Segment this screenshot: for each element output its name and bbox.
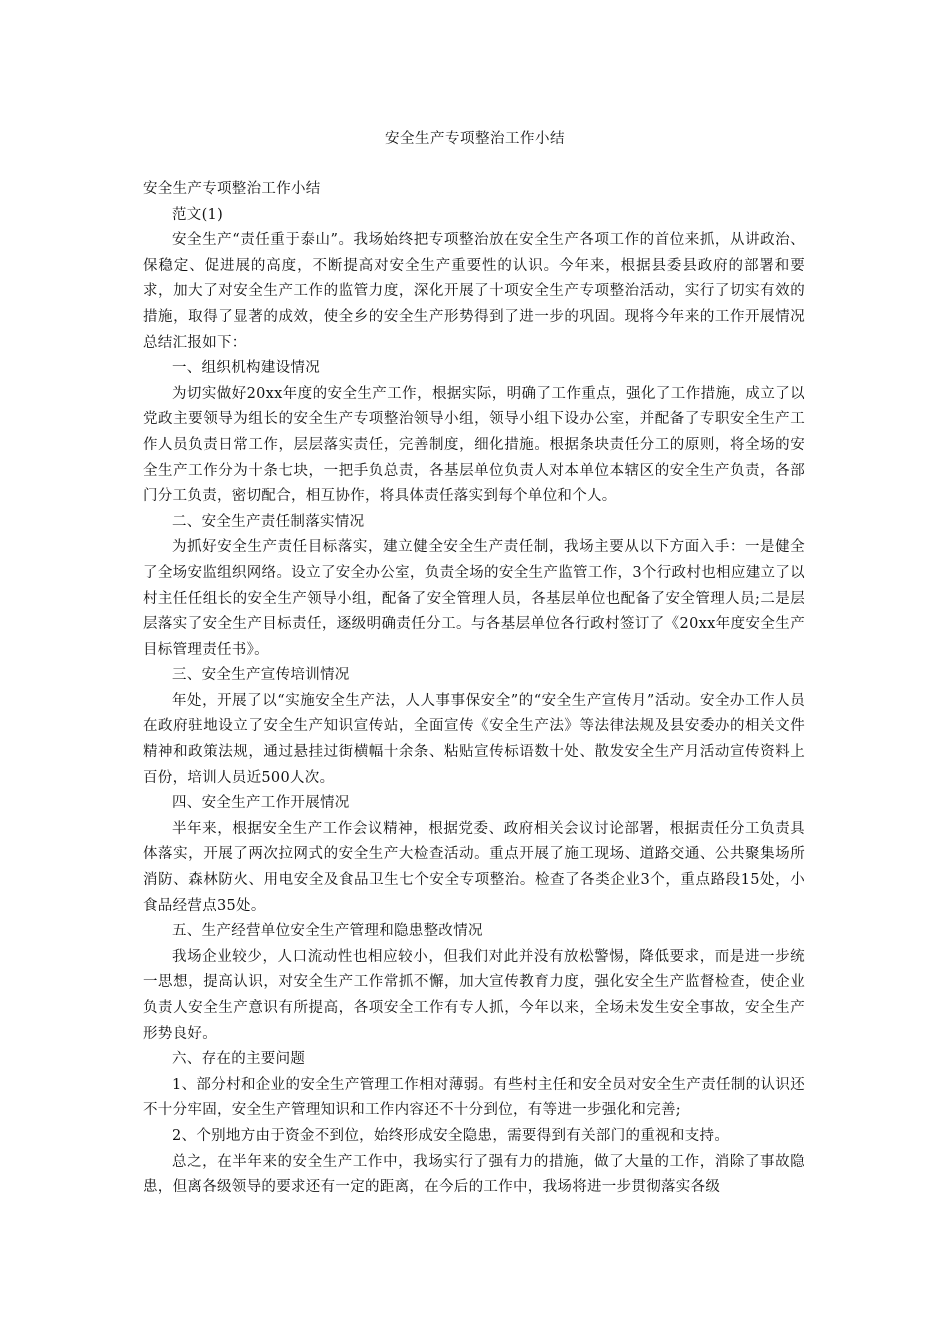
section-heading-publicity: 三、安全生产宣传培训情况	[172, 667, 350, 684]
publicity-paragraph: 年处，开展了以“实施安全生产法，人人事事保安全”的“安全生产宣传月”活动。安全办工作人员在政府驻地设立了安全生产知识宣传站，全面宣传《安全生产法》等法律法规及县安委办的相关文件精神和政策法规，通过悬挂过街横幅十余条、粘贴宣传标语数十处、散发安全生产月活动宣传资料上百份，培训人员近500人次。	[143, 692, 805, 786]
responsibility-paragraph: 为抓好安全生产责任目标落实，建立健全安全生产责任制，我场主要从以下方面入手：一是健全了全场安监组织网络。设立了安全办公室，负责全场的安全生产监管工作，3个行政村也相应建立了以村主任任组长的安全生产领导小组，配备了安全管理人员，各基层单位也配备了安全管理人员;二是层层落实了安全生产目标责任，逐级明确责任分工。与各基层单位各行政村签订了《20xx年度安全生产目标管理责任书》。	[143, 539, 805, 658]
section-heading-work: 四、安全生产工作开展情况	[172, 795, 350, 812]
section-heading-responsibility: 二、安全生产责任制落实情况	[172, 513, 365, 530]
section-heading-problems: 六、存在的主要问题	[172, 1051, 306, 1068]
problem-item-2: 2、个别地方由于资金不到位，始终形成安全隐患，需要得到有关部门的重视和支持。	[172, 1127, 730, 1144]
organization-paragraph: 为切实做好20xx年度的安全生产工作，根据实际，明确了工作重点，强化了工作措施，成立了以党政主要领导为组长的安全生产专项整治领导小组，领导小组下设办公室，并配备了专职安全生产工作人员负责日常工作，层层落实责任，完善制度，细化措施。根据条块责任分工的原则，将全场的安全生产工作分为十条七块，一把手负总责，各基层单位负责人对本单位本辖区的安全生产负责，各部门分工负责，密切配合，相互协作，将具体责任落实到每个单位和个人。	[143, 385, 805, 505]
document-title: 安全生产专项整治工作小结	[385, 131, 565, 147]
problem-item-1: 1、部分村和企业的安全生产管理工作相对薄弱。有些村主任和安全员对安全生产责任制的认识还不十分牢固，安全生产管理知识和工作内容还不十分到位，有等进一步强化和完善;	[143, 1076, 805, 1119]
work-paragraph: 半年来，根据安全生产工作会议精神，根据党委、政府相关会议讨论部署，根据责任分工负责具体落实，开展了两次拉网式的安全生产大检查活动。重点开展了施工现场、道路交通、公共聚集场所消防、森林防火、用电安全及食品卫生七个安全专项整治。检查了各类企业3个，重点路段15处，小食品经营点35处。	[143, 820, 805, 914]
document-body	[143, 177, 805, 1201]
hazards-paragraph: 我场企业较少，人口流动性也相应较小，但我们对此并没有放松警惕，降低要求，而是进一步统一思想，提高认识，对安全生产工作常抓不懈，加大宣传教育力度，强化安全生产监督检查，使企业负责人安全生产意识有所提高，各项安全工作有专人抓，今年以来，全场未发生安全事故，安全生产形势良好。	[143, 948, 805, 1042]
section-heading-hazards: 五、生产经营单位安全生产管理和隐患整改情况	[172, 923, 483, 940]
document-subtitle: 安全生产专项整治工作小结	[143, 181, 321, 197]
sample-label: 范文(1)	[172, 206, 224, 223]
section-heading-organization: 一、组织机构建设情况	[172, 360, 320, 377]
conclusion-paragraph: 总之，在半年来的安全生产工作中，我场实行了强有力的措施，做了大量的工作，消除了事故隐患，但离各级领导的要求还有一定的距离，在今后的工作中，我场将进一步贯彻落实各级	[143, 1153, 805, 1196]
intro-paragraph: 安全生产“责任重于泰山”。我场始终把专项整治放在安全生产各项工作的首位来抓，从讲政治、保稳定、促进展的高度，不断提高对安全生产重要性的认识。今年来，根据县委县政府的部署和要求，加大了对安全生产工作的监管力度，深化开展了十项安全生产专项整治活动，实行了切实有效的措施，取得了显著的成效，使全乡的安全生产形势得到了进一步的巩固。现将今年来的工作开展情况总结汇报如下：	[143, 232, 805, 351]
